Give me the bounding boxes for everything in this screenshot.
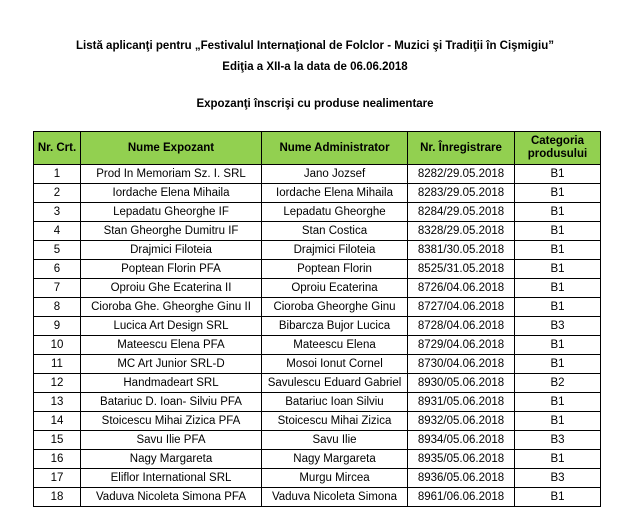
cell-nr-inregistrare: 8282/29.05.2018 <box>408 165 515 184</box>
cell-nume-expozant: Drajmici Filoteia <box>81 241 262 260</box>
cell-nume-expozant: Stan Gheorghe Dumitru IF <box>81 222 262 241</box>
cell-nume-expozant: Vaduva Nicoleta Simona PFA <box>81 488 262 507</box>
cell-nume-expozant: MC Art Junior SRL-D <box>81 355 262 374</box>
cell-nr-inregistrare: 8729/04.06.2018 <box>408 336 515 355</box>
table-row <box>34 431 601 450</box>
cell-nr-crt: 9 <box>34 317 81 336</box>
cell-categoria: B1 <box>515 241 601 260</box>
cell-nume-expozant: Lepadatu Gheorghe IF <box>81 203 262 222</box>
cell-nr-inregistrare: 8932/05.06.2018 <box>408 412 515 431</box>
cell-nume-administrator: Savu Ilie <box>262 431 408 450</box>
cell-nume-administrator: Savulescu Eduard Gabriel <box>262 374 408 393</box>
cell-nr-inregistrare: 8931/05.06.2018 <box>408 393 515 412</box>
cell-nr-inregistrare: 8935/05.06.2018 <box>408 450 515 469</box>
cell-categoria: B1 <box>515 184 601 203</box>
cell-nr-crt: 10 <box>34 336 81 355</box>
table-row <box>34 260 601 279</box>
cell-nr-crt: 17 <box>34 469 81 488</box>
table-row <box>34 488 601 507</box>
col-header-nr-crt: Nr. Crt. <box>34 132 81 165</box>
cell-nume-administrator: Stan Costica <box>262 222 408 241</box>
cell-nume-administrator: Lepadatu Gheorghe <box>262 203 408 222</box>
cell-nume-expozant: Iordache Elena Mihaila <box>81 184 262 203</box>
cell-categoria: B1 <box>515 222 601 241</box>
col-header-nume-expozant: Nume Expozant <box>81 132 262 165</box>
cell-nr-crt: 14 <box>34 412 81 431</box>
col-header-nume-administrator: Nume Administrator <box>262 132 408 165</box>
col-header-nr-inregistrare: Nr. Înregistrare <box>408 132 515 165</box>
cell-nr-crt: 8 <box>34 298 81 317</box>
cell-nume-administrator: Murgu Mircea <box>262 469 408 488</box>
cell-nume-expozant: Oproiu Ghe Ecaterina II <box>81 279 262 298</box>
cell-nr-inregistrare: 8728/04.06.2018 <box>408 317 515 336</box>
cell-categoria: B1 <box>515 298 601 317</box>
cell-nume-administrator: Stoicescu Mihai Zizica <box>262 412 408 431</box>
cell-nr-inregistrare: 8283/29.05.2018 <box>408 184 515 203</box>
cell-nume-administrator: Vaduva Nicoleta Simona <box>262 488 408 507</box>
cell-categoria: B1 <box>515 165 601 184</box>
table-row <box>34 336 601 355</box>
cell-categoria: B1 <box>515 279 601 298</box>
cell-nr-crt: 7 <box>34 279 81 298</box>
cell-nr-crt: 16 <box>34 450 81 469</box>
cell-nume-expozant: Lucica Art Design SRL <box>81 317 262 336</box>
cell-categoria: B3 <box>515 469 601 488</box>
table-row <box>34 393 601 412</box>
table-row <box>34 317 601 336</box>
edition-subtitle: Ediţia a XII-a la data de 06.06.2018 <box>222 61 408 73</box>
cell-categoria: B1 <box>515 393 601 412</box>
cell-nume-expozant: Savu Ilie PFA <box>81 431 262 450</box>
cell-nr-crt: 12 <box>34 374 81 393</box>
cell-categoria: B1 <box>515 488 601 507</box>
cell-nume-expozant: Batariuc D. Ioan- Silviu PFA <box>81 393 262 412</box>
cell-nume-administrator: Jano Jozsef <box>262 165 408 184</box>
cell-nume-administrator: Iordache Elena Mihaila <box>262 184 408 203</box>
cell-nume-administrator: Bibarcza Bujor Lucica <box>262 317 408 336</box>
applicants-table <box>33 131 601 507</box>
cell-nume-administrator: Mosoi Ionut Cornel <box>262 355 408 374</box>
cell-nume-expozant: Nagy Margareta <box>81 450 262 469</box>
cell-nr-crt: 18 <box>34 488 81 507</box>
cell-nume-administrator: Batariuc Ioan Silviu <box>262 393 408 412</box>
table-row <box>34 184 601 203</box>
cell-nr-inregistrare: 8381/30.05.2018 <box>408 241 515 260</box>
section-heading: Expozanţi înscrişi cu produse nealimentare <box>196 98 434 110</box>
cell-nr-crt: 4 <box>34 222 81 241</box>
cell-nr-inregistrare: 8525/31.05.2018 <box>408 260 515 279</box>
cell-categoria: B1 <box>515 336 601 355</box>
cell-nume-expozant: Cioroba Ghe. Gheorghe Ginu II <box>81 298 262 317</box>
cell-nume-expozant: Eliflor International SRL <box>81 469 262 488</box>
table-body <box>34 165 601 507</box>
cell-nr-crt: 2 <box>34 184 81 203</box>
cell-categoria: B1 <box>515 412 601 431</box>
cell-nume-expozant: Mateescu Elena PFA <box>81 336 262 355</box>
cell-nr-crt: 13 <box>34 393 81 412</box>
cell-nr-inregistrare: 8930/05.06.2018 <box>408 374 515 393</box>
table-row <box>34 355 601 374</box>
table-row <box>34 203 601 222</box>
cell-categoria: B3 <box>515 317 601 336</box>
cell-nr-crt: 1 <box>34 165 81 184</box>
table-row <box>34 222 601 241</box>
table-header-row <box>34 132 601 165</box>
cell-nume-expozant: Prod In Memoriam Sz. I. SRL <box>81 165 262 184</box>
table-row <box>34 298 601 317</box>
cell-nume-administrator: Drajmici Filoteia <box>262 241 408 260</box>
cell-nume-administrator: Mateescu Elena <box>262 336 408 355</box>
table-row <box>34 412 601 431</box>
cell-nr-crt: 11 <box>34 355 81 374</box>
cell-nume-expozant: Handmadeart SRL <box>81 374 262 393</box>
cell-nume-expozant: Poptean Florin PFA <box>81 260 262 279</box>
cell-nr-inregistrare: 8328/29.05.2018 <box>408 222 515 241</box>
cell-nr-crt: 6 <box>34 260 81 279</box>
cell-nr-inregistrare: 8934/05.06.2018 <box>408 431 515 450</box>
cell-nr-crt: 5 <box>34 241 81 260</box>
col-header-categoria: Categoria produsului <box>515 132 601 165</box>
table-row <box>34 450 601 469</box>
cell-categoria: B1 <box>515 450 601 469</box>
cell-categoria: B1 <box>515 355 601 374</box>
document-title: Listă aplicanţi pentru „Festivalul Internaţional de Folclor - Muzici şi Tradiţii în Cişmigiu” <box>76 40 554 52</box>
cell-nume-administrator: Poptean Florin <box>262 260 408 279</box>
cell-nume-expozant: Stoicescu Mihai Zizica PFA <box>81 412 262 431</box>
cell-categoria: B1 <box>515 260 601 279</box>
cell-nr-inregistrare: 8726/04.06.2018 <box>408 279 515 298</box>
table-row <box>34 279 601 298</box>
cell-nr-inregistrare: 8936/05.06.2018 <box>408 469 515 488</box>
cell-nr-inregistrare: 8727/04.06.2018 <box>408 298 515 317</box>
cell-categoria: B3 <box>515 431 601 450</box>
cell-nr-inregistrare: 8284/29.05.2018 <box>408 203 515 222</box>
cell-nume-administrator: Cioroba Gheorghe Ginu <box>262 298 408 317</box>
cell-nr-crt: 15 <box>34 431 81 450</box>
table-row <box>34 241 601 260</box>
table-row <box>34 469 601 488</box>
table-row <box>34 374 601 393</box>
cell-categoria: B2 <box>515 374 601 393</box>
cell-nr-inregistrare: 8730/04.06.2018 <box>408 355 515 374</box>
cell-nume-administrator: Nagy Margareta <box>262 450 408 469</box>
table-row <box>34 165 601 184</box>
cell-categoria: B1 <box>515 203 601 222</box>
cell-nr-inregistrare: 8961/06.06.2018 <box>408 488 515 507</box>
cell-nume-administrator: Oproiu Ecaterina <box>262 279 408 298</box>
cell-nr-crt: 3 <box>34 203 81 222</box>
